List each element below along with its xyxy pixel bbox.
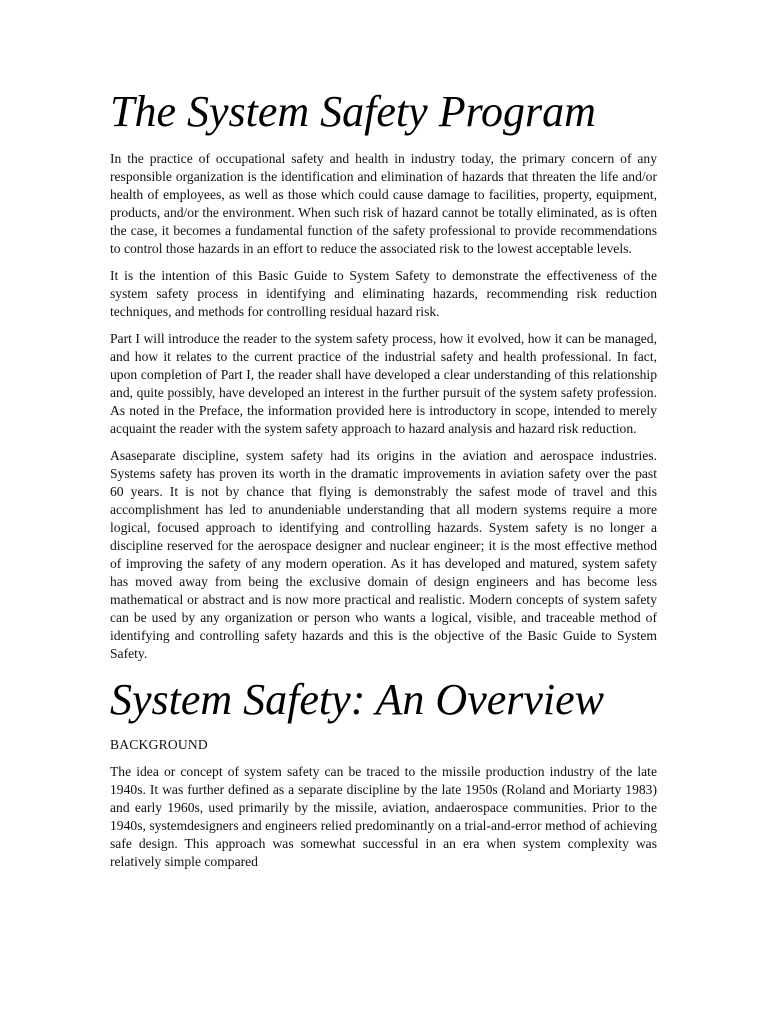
body-paragraph: Asaseparate discipline, system safety had its origins in the aviation and aerospace industries. Systems safety has proven its worth in the dramatic improvements in aviation safety over the past 60 years. It is not by chance that flying is demonstrably the safest mode of travel and this accomplishment has led to anundeniable understanding that all modern systems require a more logical, focused approach to identifying and controlling hazards. System safety is no longer a discipline reserved for the aerospace designer and nuclear engineer; it is the most effective method of improving the safety of any modern operation. As it has developed and matured, system safety has moved away from being the exclusive domain of design engineers and has become less mathematical or abstract and is now more practical and realistic. Modern concepts of system safety can be used by any organization or person who wants a logical, visible, and traceable method of identifying and controlling safety hazards and this is the objective of the Basic Guide to System Safety.	[110, 448, 657, 661]
section-title: System Safety: An Overview	[110, 675, 605, 724]
document-page	[110, 84, 657, 880]
section-label: BACKGROUND	[110, 737, 208, 752]
body-paragraph: It is the intention of this Basic Guide to System Safety to demonstrate the effectiveness of the system safety process in identifying and eliminating hazards, recommending risk reduction techniques, and methods for controlling residual hazard risk.	[110, 268, 657, 319]
body-paragraph: In the practice of occupational safety and health in industry today, the primary concern of any responsible organization is the identification and elimination of hazards that threaten the life and/or health of employees, as well as those which could cause damage to facilities, property, equipment, products, and/or the environment. When such risk of hazard cannot be totally eliminated, as is often the case, it becomes a fundamental function of the safety professional to provide recommendations to control those hazards in an effort to reduce the associated risk to the lowest acceptable levels.	[110, 151, 657, 256]
page-title: The System Safety Program	[110, 87, 596, 136]
body-paragraph: The idea or concept of system safety can be traced to the missile production industry of the late 1940s. It was further defined as a separate discipline by the late 1950s (Roland and Moriarty 1983) and early 1960s, used primarily by the missile, aviation, andaerospace communities. Prior to the 1940s, systemdesigners and engineers relied predominantly on a trial-and-error method of achieving safe design. This approach was somewhat successful in an era when system complexity was relatively simple compared	[110, 764, 657, 869]
body-paragraph: Part I will introduce the reader to the system safety process, how it evolved, how it can be managed, and how it relates to the current practice of the industrial safety and health professional. In fact, upon completion of Part I, the reader shall have developed a clear understanding of this relationship and, quite possibly, have developed an interest in the further pursuit of the system safety profession. As noted in the Preface, the information provided here is introductory in scope, intended to merely acquaint the reader with the system safety approach to hazard analysis and hazard risk reduction.	[110, 331, 657, 436]
